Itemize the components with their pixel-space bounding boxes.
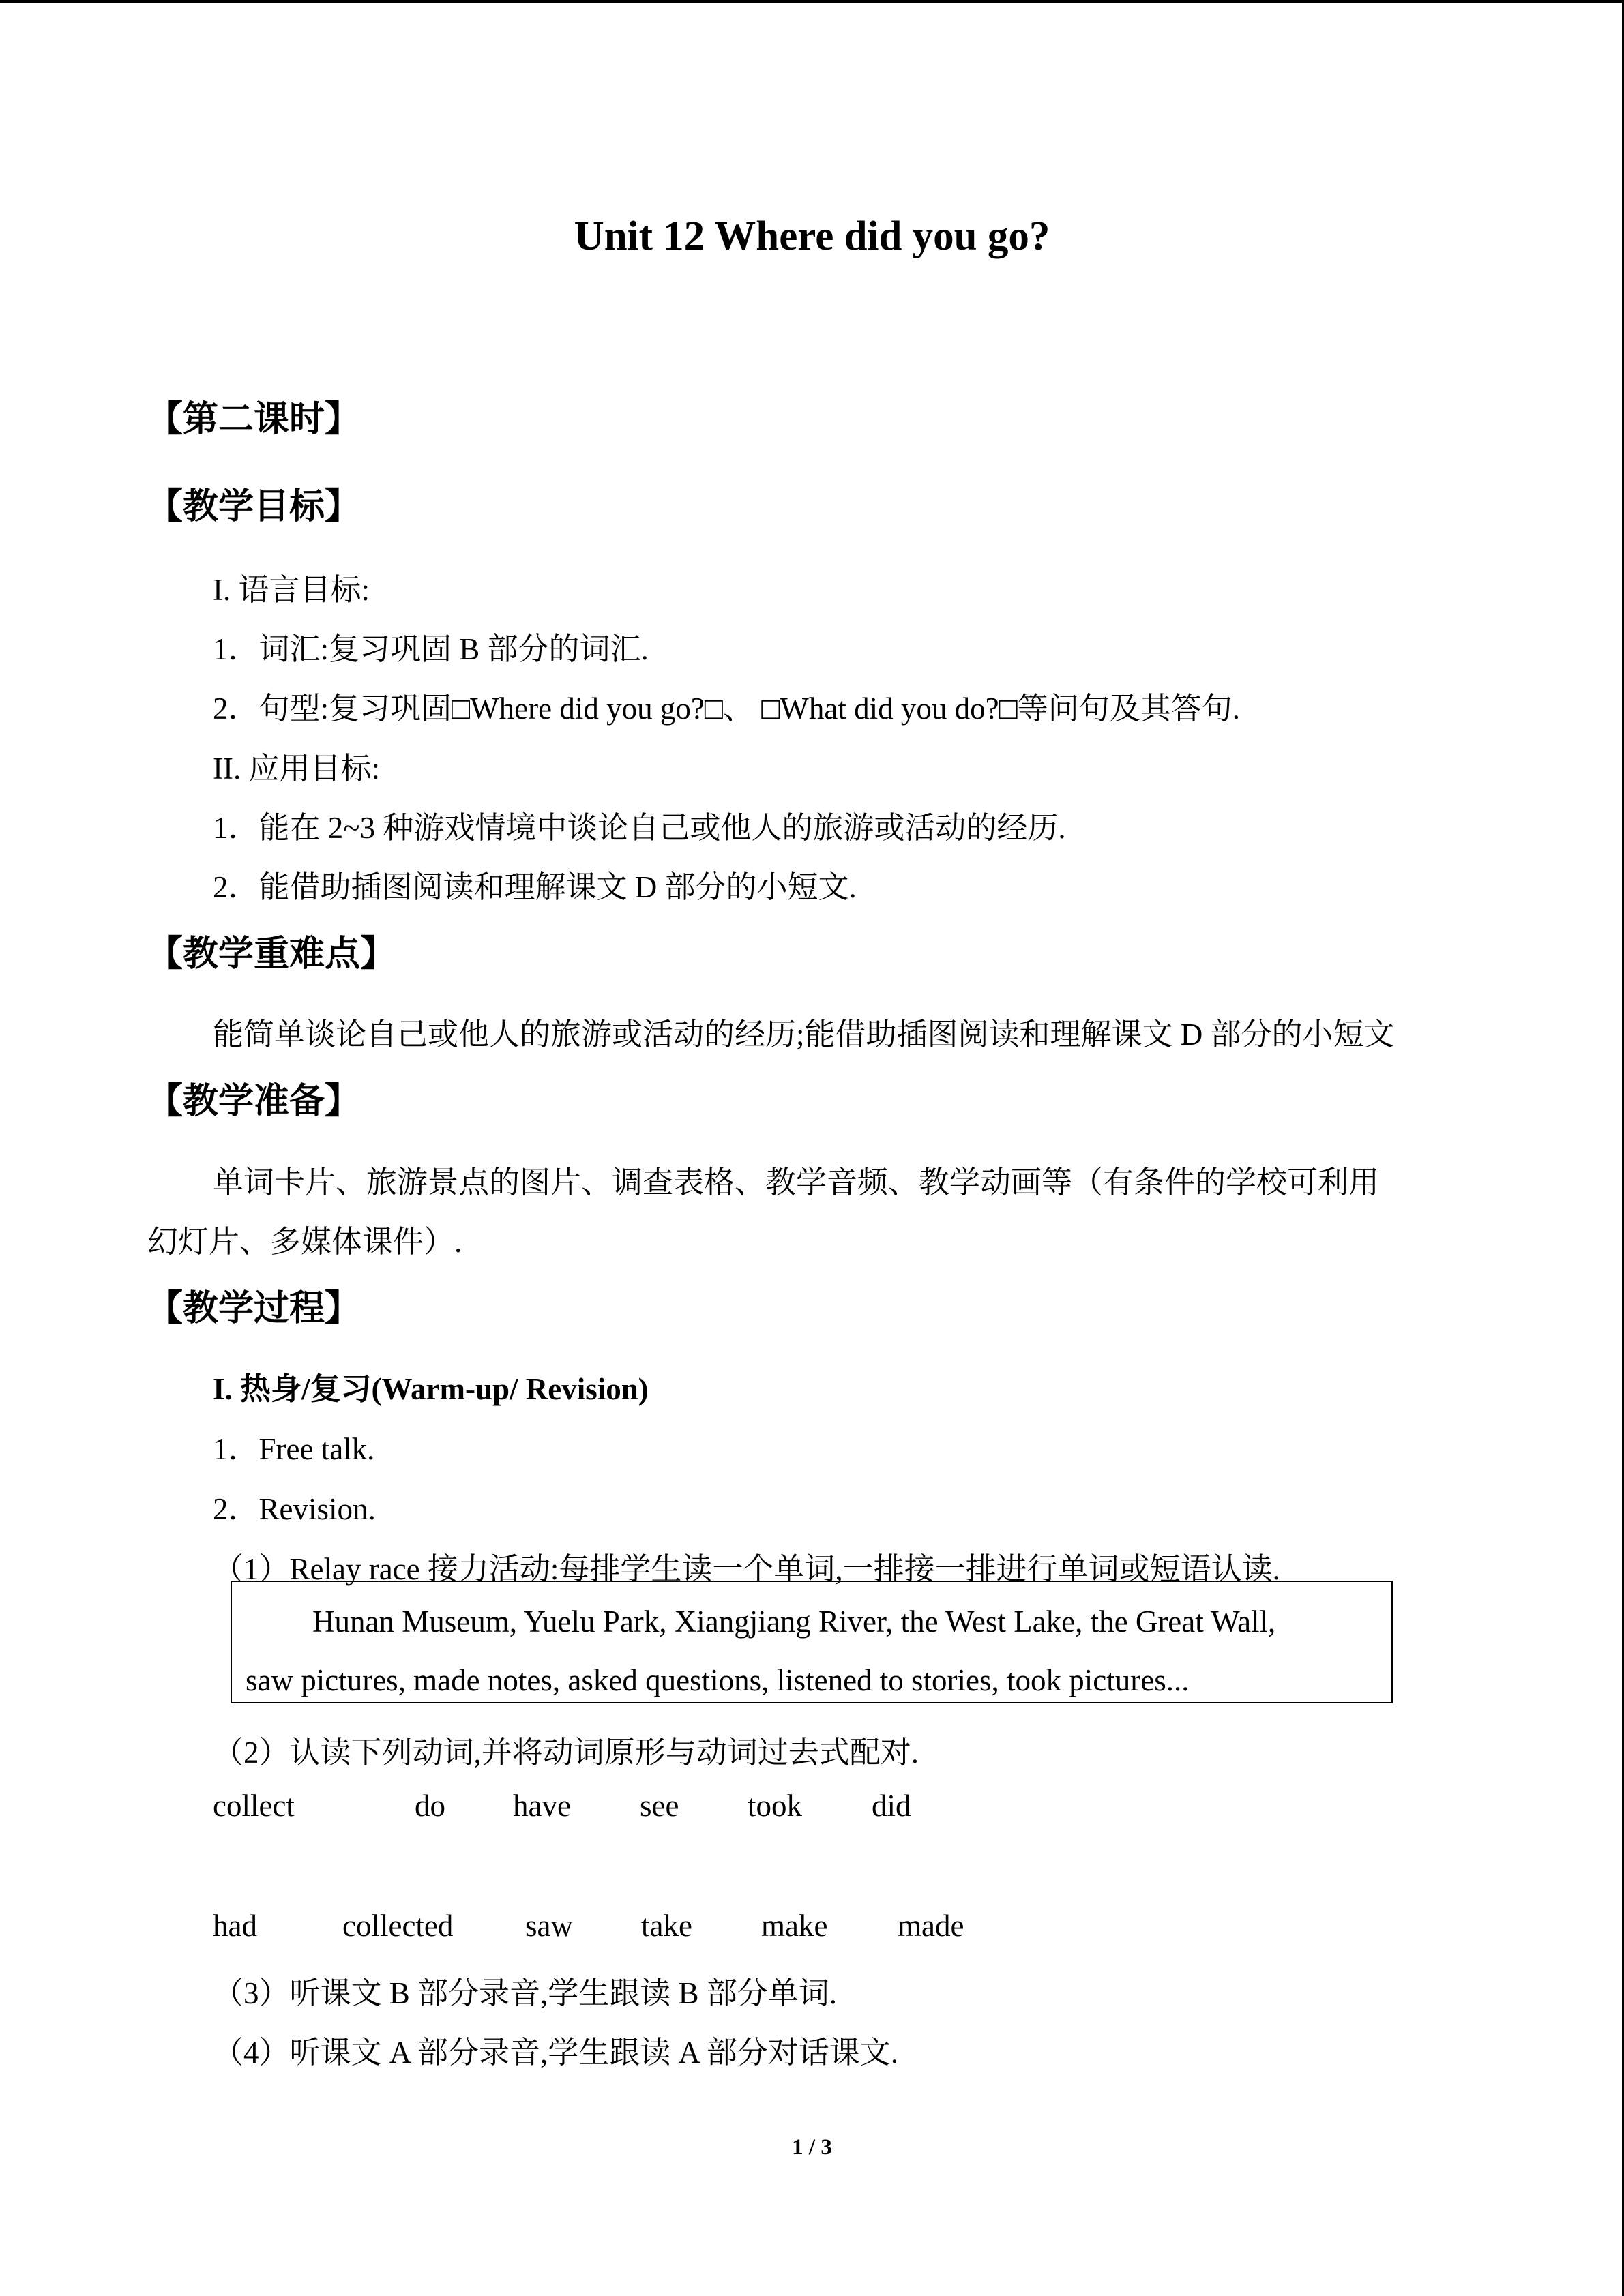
document-title: Unit 12 Where did you go? — [574, 213, 1050, 259]
sub-step-listen-b: （3）听课文 B 部分录音,学生跟读 B 部分单词. — [213, 1976, 838, 2010]
verb-word: collected — [342, 1909, 454, 1943]
section-key-points: 【教学重难点】 — [147, 934, 396, 974]
vocabulary-box-line-2: saw pictures, made notes, asked questions, listened to stories, took pictures... — [246, 1663, 1190, 1697]
section-objectives: 【教学目标】 — [147, 486, 361, 527]
verb-word: took — [748, 1789, 803, 1823]
verb-word: take — [641, 1909, 692, 1943]
warmup-heading: I. 热身/复习(Warm-up/ Revision) — [213, 1372, 649, 1406]
step-free-talk: 1．Free talk. — [213, 1432, 375, 1466]
verb-word: did — [872, 1789, 911, 1823]
verb-word: do — [415, 1789, 445, 1823]
section-lesson: 【第二课时】 — [147, 399, 361, 440]
objective-application-1: 1．能在 2~3 种游戏情境中谈论自己或他人的旅游或活动的经历. — [213, 811, 1066, 845]
sub-step-relay-race: （1）Relay race 接力活动:每排学生读一个单词,一排接一排进行单词或短语认读. — [213, 1552, 1280, 1586]
verb-word: make — [761, 1909, 828, 1943]
verb-word: had — [213, 1909, 257, 1943]
page-number: 1 / 3 — [792, 2135, 832, 2160]
verb-word: saw — [525, 1909, 573, 1943]
sub-step-verb-matching: （2）认读下列动词,并将动词原形与动词过去式配对. — [213, 1735, 919, 1770]
vocabulary-box — [231, 1581, 1393, 1703]
objective-language-2: 2．句型:复习巩固□Where did you go?□、 □What did you do?□等问句及其答句. — [213, 691, 1241, 726]
objective-language-1: 1．词汇:复习巩固 B 部分的词汇. — [213, 632, 649, 666]
page-border-top — [0, 0, 1624, 3]
vocabulary-box-line-1: Hunan Museum, Yuelu Park, Xiangjiang River, the West Lake, the Great Wall, — [312, 1605, 1276, 1639]
objective-language-heading: I. 语言目标: — [213, 573, 370, 607]
verb-word: made — [898, 1909, 964, 1943]
verb-word: see — [640, 1789, 679, 1823]
verb-word: collect — [213, 1789, 295, 1823]
key-points-text: 能简单谈论自己或他人的旅游或活动的经历;能借助插图阅读和理解课文 D 部分的小短文 — [213, 1017, 1395, 1052]
preparation-text-line-2: 幻灯片、多媒体课件）. — [147, 1225, 462, 1259]
verb-word: have — [513, 1789, 571, 1823]
sub-step-listen-a: （4）听课文 A 部分录音,学生跟读 A 部分对话课文. — [213, 2036, 899, 2070]
section-preparation: 【教学准备】 — [147, 1081, 361, 1122]
section-process: 【教学过程】 — [147, 1288, 361, 1329]
preparation-text-line-1: 单词卡片、旅游景点的图片、调查表格、教学音频、教学动画等（有条件的学校可利用 — [213, 1165, 1380, 1199]
objective-application-heading: II. 应用目标: — [213, 751, 380, 786]
objective-application-2: 2．能借助插图阅读和理解课文 D 部分的小短文. — [213, 870, 857, 904]
step-revision: 2．Revision. — [213, 1492, 376, 1526]
